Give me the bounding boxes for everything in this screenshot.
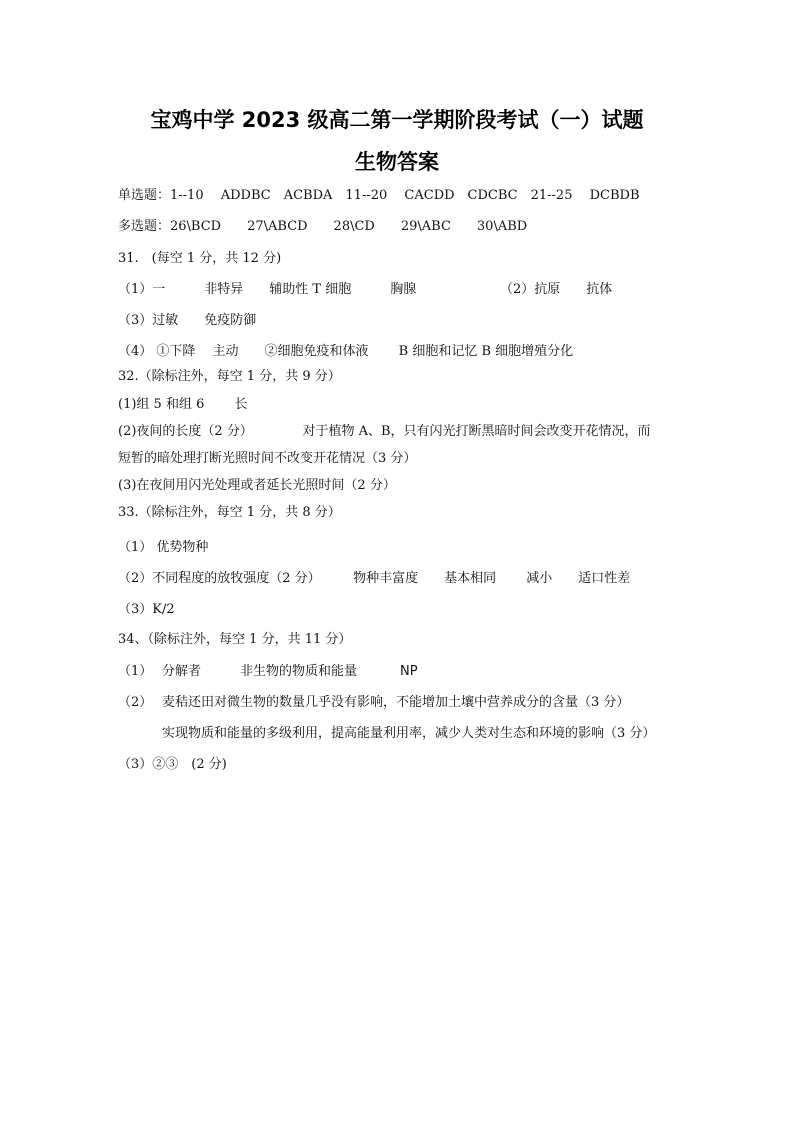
q32-heading: 32.（除标注外，每空 1 分，共 9 分） [118, 369, 341, 384]
q34-part2-answer-a: 麦秸还田对微生物的数量几乎没有影响，不能增加土壤中营养成分的含量（3 分） [162, 695, 630, 710]
page-subtitle: 生物答案 [355, 150, 439, 174]
q33-part3-answers: （3）K/2 [118, 602, 175, 617]
page-title: 宝鸡中学 2023 级高二第一学期阶段考试（一）试题 [150, 108, 644, 132]
q34-heading: 34、（除标注外，每空 1 分，共 11 分） [118, 632, 352, 647]
q34-part1-answer-c: NP [400, 664, 418, 679]
multi-choice-answers: 多选题：26\BCD 27\ABCD 28\CD 29\ABC 30\ABD [118, 219, 528, 234]
q32-part2-answers: (2)夜间的长度（2 分） 对于植物 A、B，只有闪光打断黑暗时间会改变开花情况，而 [118, 424, 651, 439]
q34-part3-answers: （3）②③ (2 分) [118, 757, 227, 772]
q31-part2-answers: （2）抗原 抗体 [500, 282, 613, 297]
q31-heading: 31. (每空 1 分，共 12 分) [118, 251, 282, 266]
q31-part3-answers: （3）过敏 免疫防御 [118, 313, 257, 328]
q34-part2-answer-b: 实现物质和能量的多级利用，提高能量利用率，减少人类对生态和环境的影响（3 分） [162, 726, 656, 741]
q34-part2-number: （2） [118, 695, 153, 710]
q32-part3-answers: (3)在夜间用闪光处理或者延长光照时间（2 分） [118, 478, 396, 493]
single-choice-answers: 单选题：1--10 ADDBC ACBDA 11--20 CACDD CDCBC 21--25 DCBDB [118, 188, 640, 203]
q33-part1-answers: （1） 优势物种 [118, 540, 209, 555]
q33-heading: 33.（除标注外，每空 1 分，共 8 分） [118, 505, 341, 520]
q34-part1-number: （1） [118, 664, 153, 679]
q31-part4-answers: （4） ①下降 主动 ②细胞免疫和体液 B 细胞和记忆 B 细胞增殖分化 [118, 344, 574, 359]
q34-part1-answer-b: 非生物的物质和能量 [240, 664, 358, 679]
q32-part2-continued: 短暂的暗处理打断光照时间不改变开花情况（3 分） [118, 451, 417, 466]
q34-part1-answer-a: 分解者 [162, 664, 202, 679]
q31-part1-answers: （1）一 非特异 辅助性 T 细胞 胸腺 [118, 282, 417, 297]
q33-part2-answers: （2）不同程度的放牧强度（2 分） 物种丰富度 基本相同 减小 适口性差 [118, 571, 631, 586]
q32-part1-answers: (1)组 5 和组 6 长 [118, 397, 248, 412]
